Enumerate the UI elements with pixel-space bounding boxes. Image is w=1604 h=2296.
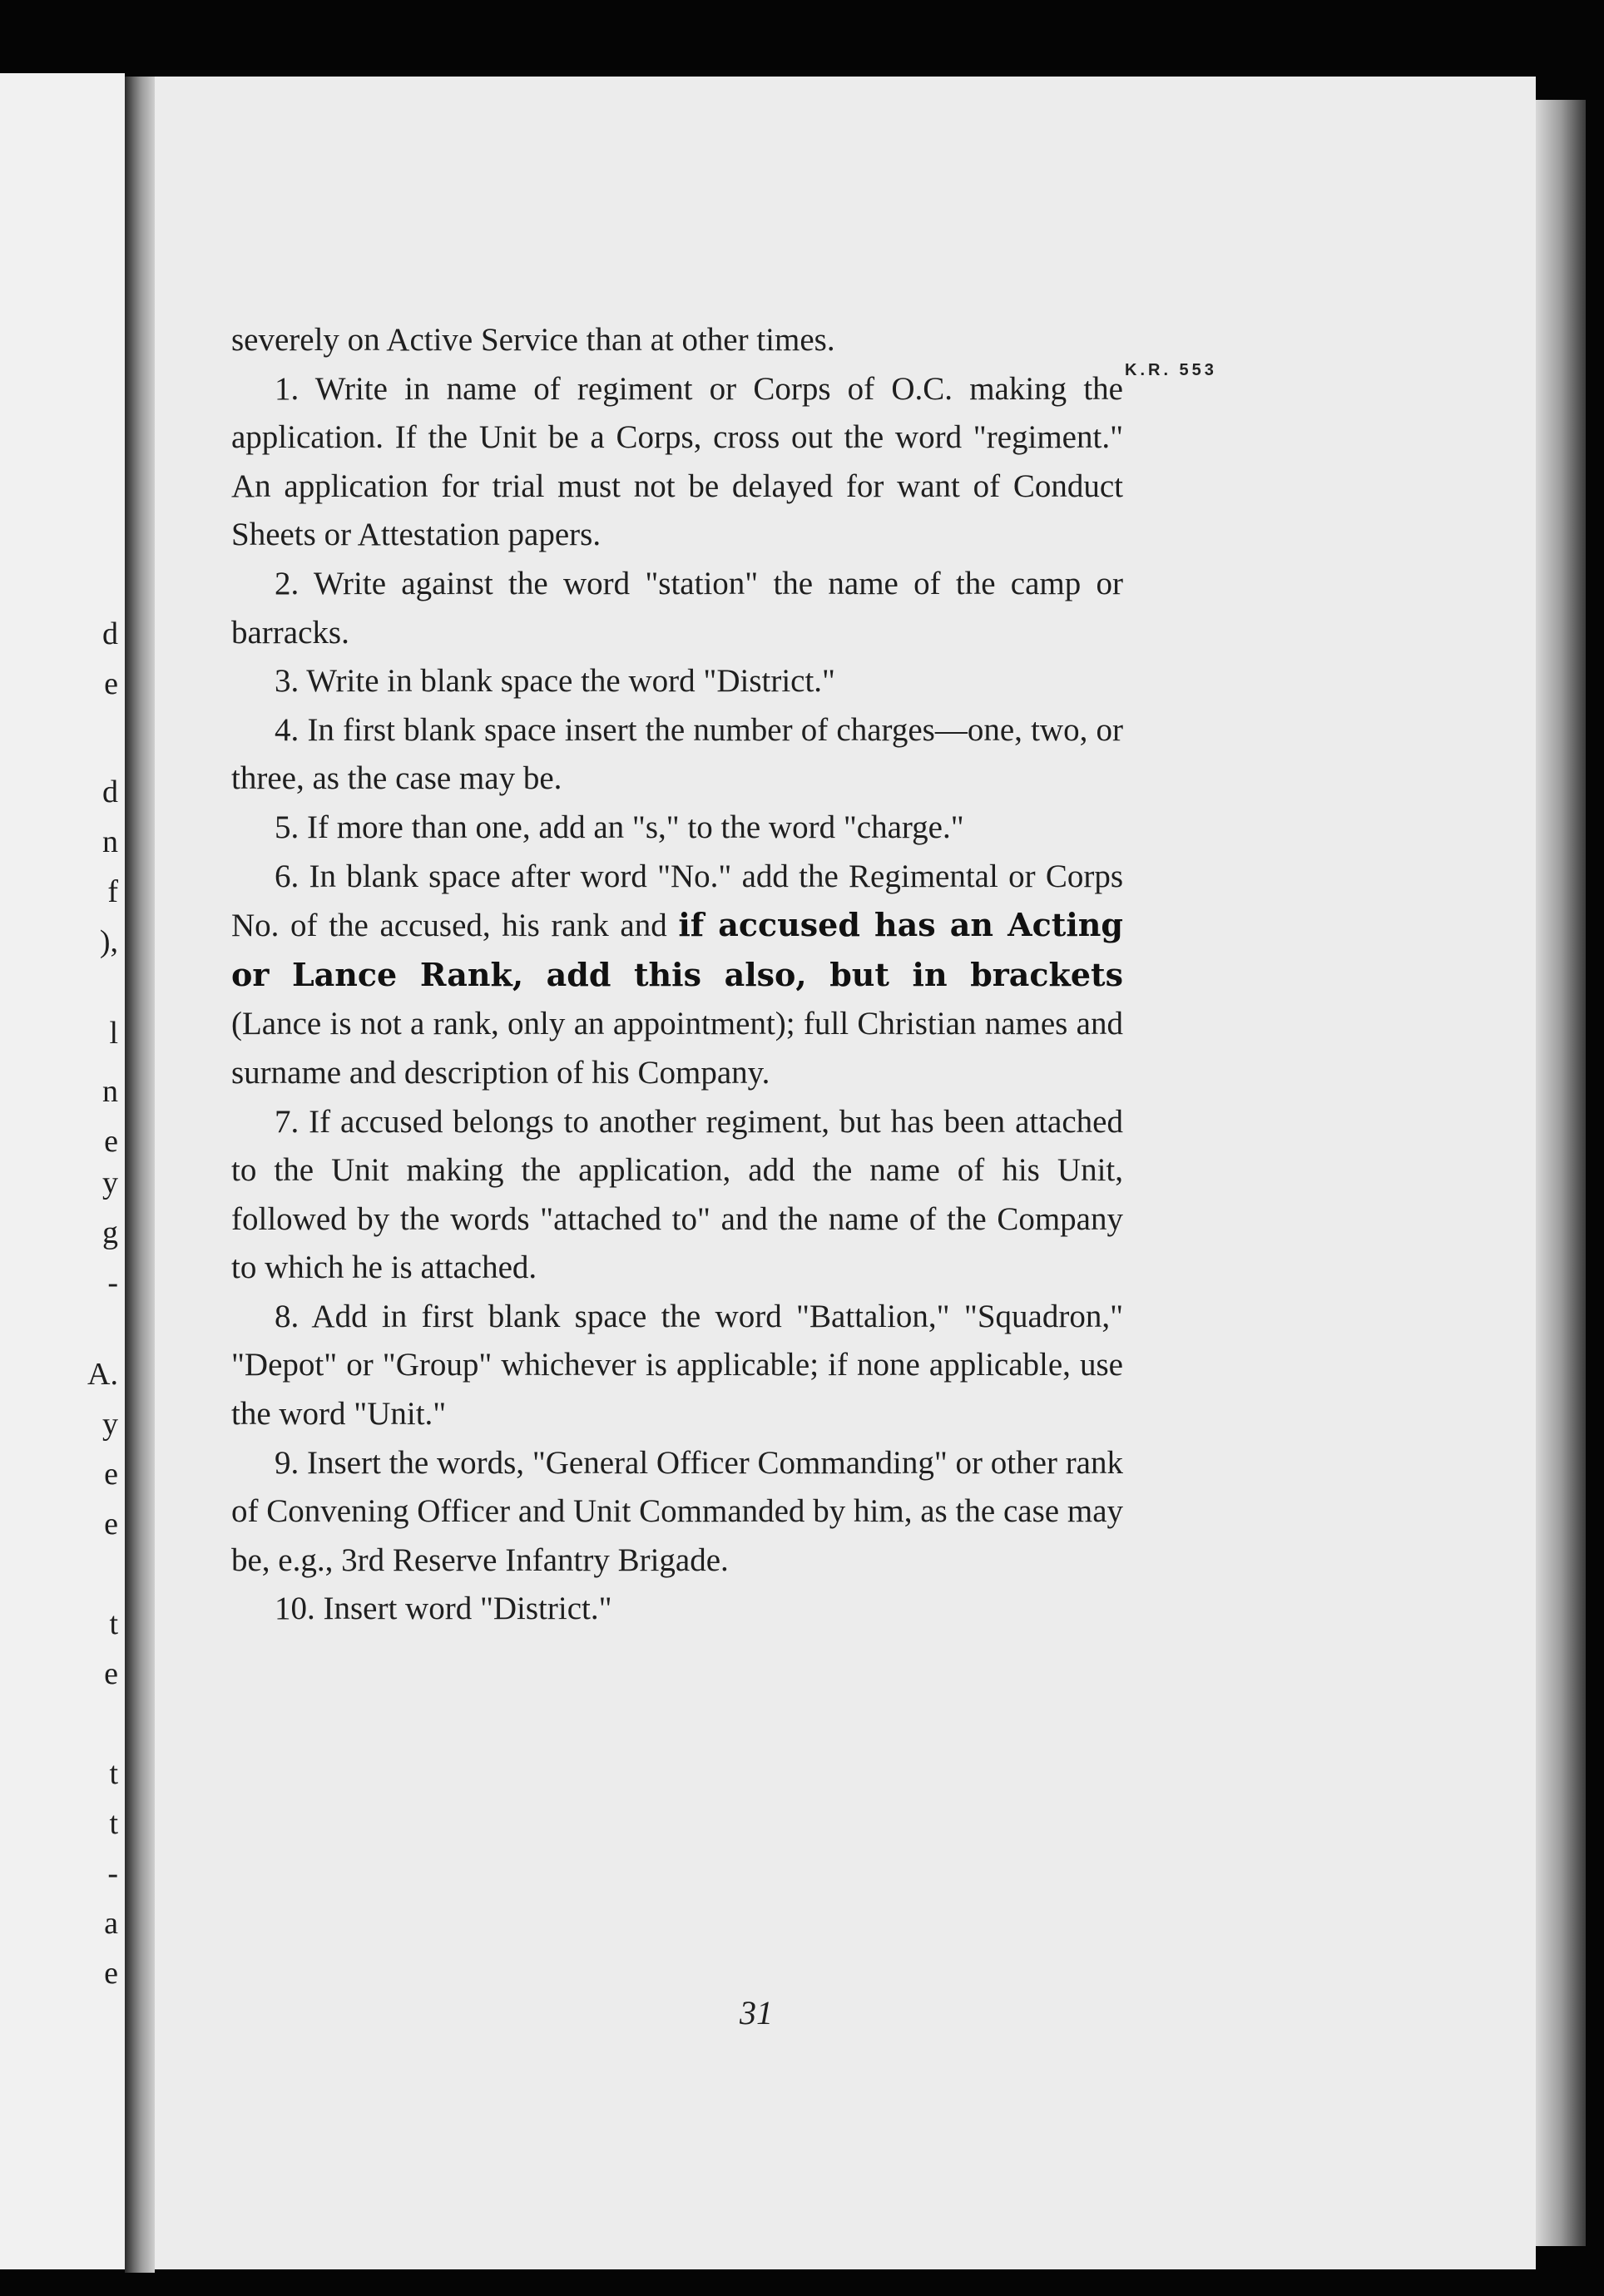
left-page-fragment: e <box>104 1656 118 1691</box>
left-page-fragment: A. <box>87 1357 118 1392</box>
paragraph-10: 10. Insert word "District." <box>275 1591 612 1627</box>
left-page-fragment: - <box>107 1265 118 1300</box>
page-number: 31 <box>740 1994 773 2031</box>
book-spine <box>125 77 155 2273</box>
paragraph-9: 9. Insert the words, "General Officer Commanding" or other rank of Convening Officer and Unit Commanded by him, as the case may be, e.g., 3rd Reserve Infantry Brigade. <box>231 1444 1123 1578</box>
left-page-fragment: e <box>104 1956 118 1991</box>
left-page-fragment: e <box>104 1124 118 1159</box>
paragraph-3: 3. Write in blank space the word "District." <box>275 663 835 700</box>
instructions-body <box>231 316 1123 1634</box>
page-number-row <box>0 1993 1604 2032</box>
left-page-text-fragments <box>0 0 125 2296</box>
left-page-fragment: f <box>107 874 118 909</box>
left-page-fragment: n <box>102 1074 118 1109</box>
left-page-fragment: e <box>104 1507 118 1541</box>
paragraph-6-tail: (Lance is not a rank, only an appointment); full Christian names and surname and description of his Company. <box>231 1006 1123 1091</box>
paragraph-6-lead: 6. In blank space after word "No." add the Regimental or Corps No. of the accused, his rank and <box>231 858 1123 944</box>
left-page-fragment: g <box>102 1215 118 1250</box>
paragraph-1: 1. Write in name of regiment or Corps of O.C. making the application. If the Unit be a Corps, cross out the word "regiment." An application for trial must not be delayed for want of Conduct Sheets or Attestation papers. <box>231 370 1123 553</box>
left-page-fragment: ), <box>99 924 118 959</box>
left-page-fragment: e <box>104 1457 118 1492</box>
left-page-fragment: - <box>107 1856 118 1891</box>
left-page-fragment: t <box>109 1806 118 1841</box>
left-page-fragment: t <box>109 1756 118 1791</box>
paragraph-7: 7. If accused belongs to another regiment, but has been attached to the Unit making the application, add the name of his Unit, followed by the words "attached to" and the name of the Company to which he is attached. <box>231 1103 1123 1286</box>
paragraph-8: 8. Add in first blank space the word "Battalion," "Squadron," "Depot" or "Group" whichever is applicable; if none applicable, use the word "Unit." <box>231 1298 1123 1433</box>
margin-reference-note: K.R. 553 <box>1125 361 1217 379</box>
left-page-fragment: d <box>102 616 118 651</box>
left-page-fragment: y <box>102 1407 118 1442</box>
paragraph-5: 5. If more than one, add an "s," to the word "charge." <box>275 809 964 845</box>
left-page-fragment: d <box>102 774 118 809</box>
paragraph-6 <box>231 853 1123 1098</box>
paragraph-continued: severely on Active Service than at other times. <box>231 322 835 358</box>
left-page-fragment: y <box>102 1165 118 1200</box>
paragraph-6-emphasis: if accused has an Acting or Lance Rank, add this also, but in brackets <box>231 906 1123 993</box>
paragraph-4: 4. In first blank space insert the number of charges—one, two, or three, as the case may be. <box>231 711 1123 797</box>
left-page-fragment: n <box>102 824 118 859</box>
left-page-fragment: t <box>109 1606 118 1641</box>
paragraph-2: 2. Write against the word "station" the name of the camp or barracks. <box>231 565 1123 651</box>
left-page-fragment: a <box>104 1906 118 1941</box>
left-page-fragment: e <box>104 666 118 701</box>
page-edge-shadow <box>1536 100 1586 2246</box>
left-page-fragment: l <box>109 1016 118 1051</box>
